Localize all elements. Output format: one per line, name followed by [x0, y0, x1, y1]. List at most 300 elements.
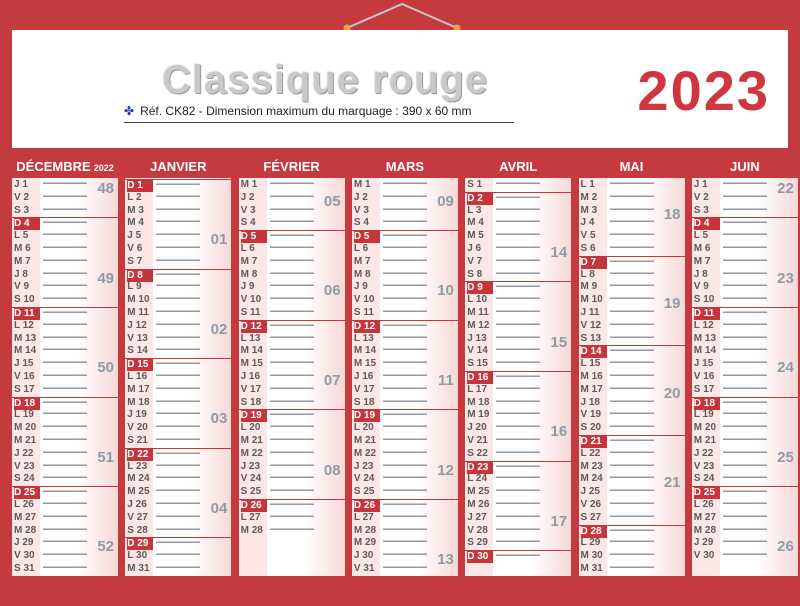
saint-name-line — [496, 387, 540, 389]
day-label: V 3 — [353, 204, 369, 216]
saint-name-line — [610, 284, 654, 286]
day-row — [692, 256, 798, 268]
day-label: V 26 — [580, 499, 602, 510]
saint-name-line — [496, 438, 540, 440]
week-number: 17 — [550, 512, 568, 530]
week-number: 26 — [777, 538, 794, 556]
saint-name-line — [723, 297, 767, 299]
day-row — [465, 269, 571, 281]
day-row — [125, 473, 231, 485]
saint-name-line — [723, 323, 767, 325]
saint-name-line — [270, 284, 314, 286]
day-label: L 10 — [467, 294, 488, 306]
day-label: V 31 — [353, 563, 375, 574]
day-label: V 2 — [693, 191, 709, 203]
day-row — [125, 269, 231, 282]
day-label: M 21 — [353, 435, 377, 446]
saint-name-line — [496, 476, 540, 478]
saint-name-line — [383, 400, 427, 402]
day-label: D 8 — [127, 270, 153, 282]
day-row — [12, 397, 118, 410]
day-row — [12, 345, 118, 357]
day-label: L 1 — [580, 179, 595, 190]
day-label: M 28 — [693, 524, 717, 536]
saint-name-line — [723, 528, 767, 530]
day-label: V 9 — [693, 281, 709, 293]
day-row — [692, 435, 798, 447]
day-label: J 1 — [693, 179, 708, 190]
day-label: D 16 — [467, 372, 493, 384]
day-label: L 23 — [127, 460, 148, 472]
week-number: 19 — [663, 295, 681, 313]
day-label: J 26 — [127, 499, 147, 510]
month-label: JUIN — [729, 159, 760, 174]
saint-name-line — [43, 221, 87, 223]
saint-name-line — [723, 438, 767, 440]
day-label: D 30 — [467, 551, 493, 563]
day-label: D 4 — [694, 218, 720, 230]
saint-name-line — [383, 195, 427, 197]
day-row — [692, 422, 798, 434]
day-label: M 14 — [240, 345, 263, 357]
saint-name-line — [496, 400, 540, 402]
month-days-panel — [12, 178, 118, 576]
day-label: J 19 — [127, 409, 147, 421]
day-label: M 6 — [14, 243, 31, 254]
day-label: V 6 — [127, 243, 143, 254]
day-row — [692, 205, 798, 217]
saint-name-line — [43, 553, 87, 555]
day-label: V 23 — [693, 460, 715, 472]
month-name — [352, 158, 458, 176]
day-label: V 16 — [693, 371, 715, 382]
day-label: V 5 — [580, 230, 596, 242]
saint-name-line — [270, 259, 314, 261]
week-number: 22 — [777, 180, 794, 197]
saint-name-line — [43, 208, 87, 210]
saint-name-line — [610, 439, 654, 441]
day-label: M 17 — [127, 383, 150, 395]
saint-name-line — [610, 361, 654, 363]
saint-name-line — [156, 400, 200, 402]
day-label: L 20 — [240, 422, 261, 434]
day-row — [579, 333, 685, 345]
day-label: V 24 — [353, 473, 375, 485]
day-label: M 22 — [353, 447, 377, 459]
day-row — [579, 256, 685, 269]
day-row — [352, 397, 458, 409]
saint-name-line — [723, 259, 767, 261]
day-label: D 19 — [354, 410, 380, 422]
day-row — [125, 448, 231, 461]
saint-name-line — [723, 515, 767, 517]
day-row — [12, 512, 118, 524]
saint-name-line — [723, 195, 767, 197]
saint-name-line — [383, 425, 427, 427]
day-label: M 15 — [353, 358, 377, 370]
saint-name-line — [383, 246, 427, 248]
day-label: S 29 — [467, 537, 488, 549]
saint-name-line — [496, 208, 540, 210]
saint-name-line — [43, 425, 87, 427]
saint-name-line — [723, 464, 767, 466]
saint-name-line — [156, 336, 200, 338]
day-label: L 27 — [240, 511, 261, 523]
saint-name-line — [270, 451, 314, 453]
calendar-year: 2023 — [637, 59, 770, 122]
clover-icon: ✤ — [124, 104, 135, 118]
day-label: M 24 — [580, 473, 603, 485]
day-row — [125, 371, 231, 383]
day-label: V 7 — [467, 255, 483, 267]
saint-name-line — [723, 553, 767, 555]
day-label: M 24 — [127, 473, 150, 485]
day-row — [239, 422, 345, 434]
day-row — [692, 307, 798, 320]
saint-name-line — [723, 361, 767, 363]
saint-name-line — [610, 540, 654, 542]
day-label: V 21 — [467, 435, 488, 446]
day-row — [125, 281, 231, 293]
saint-name-line — [383, 566, 427, 568]
saint-name-line — [383, 476, 427, 478]
day-label: D 28 — [581, 526, 607, 538]
saint-name-line — [383, 182, 427, 184]
day-row — [125, 525, 231, 537]
day-label: D 25 — [14, 487, 40, 499]
day-label: S 24 — [693, 473, 715, 485]
day-label: D 15 — [127, 359, 153, 371]
saint-name-line — [156, 566, 200, 568]
saint-name-line — [383, 489, 427, 491]
day-label: M 6 — [693, 243, 711, 254]
saint-name-line — [43, 401, 87, 403]
saint-name-line — [610, 246, 654, 248]
week-number: 10 — [437, 282, 454, 300]
saint-name-line — [156, 284, 200, 286]
week-number: 12 — [437, 461, 454, 479]
day-label: L 22 — [580, 447, 601, 459]
day-row — [352, 333, 458, 345]
day-label: L 16 — [127, 371, 148, 382]
day-label: V 17 — [240, 383, 262, 395]
marking-rule — [124, 122, 514, 123]
day-label: D 7 — [581, 257, 607, 269]
day-label: M 25 — [127, 486, 150, 498]
day-row — [239, 499, 345, 512]
day-row — [352, 243, 458, 255]
saint-name-line — [383, 528, 427, 530]
day-label: D 14 — [581, 346, 607, 358]
day-label: L 26 — [693, 499, 714, 510]
saint-name-line — [610, 425, 654, 427]
saint-name-line — [43, 502, 87, 504]
week-number: 49 — [97, 269, 114, 287]
saint-name-line — [610, 489, 654, 491]
day-label: S 14 — [127, 345, 148, 357]
day-row — [125, 358, 231, 371]
day-label: S 8 — [467, 268, 483, 280]
saint-name-line — [610, 233, 654, 235]
month-name — [579, 158, 685, 176]
day-label: M 20 — [14, 422, 37, 434]
day-row — [352, 525, 458, 537]
saint-name-line — [270, 400, 314, 402]
day-label: D 29 — [127, 538, 153, 550]
day-row — [692, 384, 798, 396]
saint-name-line — [610, 182, 654, 184]
day-row — [579, 179, 685, 191]
saint-name-line — [43, 490, 87, 492]
saint-name-line — [496, 323, 540, 325]
saint-name-line — [156, 233, 200, 235]
day-label: D 22 — [127, 449, 153, 461]
saint-name-line — [610, 502, 654, 504]
day-row — [239, 307, 345, 319]
week-number: 50 — [97, 359, 114, 377]
saint-name-line — [43, 348, 87, 350]
saint-name-line — [496, 336, 540, 338]
day-label: M 7 — [14, 255, 31, 267]
day-label: L 13 — [353, 332, 374, 344]
saint-name-line — [383, 515, 427, 517]
day-row — [692, 512, 798, 524]
saint-name-line — [496, 285, 540, 287]
saint-name-line — [383, 324, 427, 326]
saint-name-line — [496, 196, 540, 198]
saint-name-line — [610, 400, 654, 402]
day-row — [239, 448, 345, 460]
day-label: V 14 — [467, 345, 488, 357]
day-row — [579, 563, 685, 575]
saint-name-line — [43, 233, 87, 235]
day-label: S 1 — [467, 179, 483, 190]
day-label: L 2 — [127, 191, 142, 203]
day-row — [352, 320, 458, 333]
month-label: MAI — [619, 159, 644, 174]
day-label: J 16 — [353, 371, 374, 382]
saint-name-line — [270, 387, 314, 389]
week-number: 01 — [210, 231, 228, 249]
saint-name-line — [156, 464, 200, 466]
saint-name-line — [156, 259, 200, 261]
day-label: S 21 — [127, 435, 148, 446]
day-label: M 18 — [467, 396, 490, 408]
day-row — [352, 409, 458, 422]
saint-name-line — [270, 476, 314, 478]
day-row — [465, 448, 571, 460]
week-number: 16 — [550, 423, 568, 441]
saint-name-line — [270, 515, 314, 517]
day-label: V 2 — [14, 191, 30, 203]
saint-name-line — [43, 336, 87, 338]
day-row — [352, 486, 458, 498]
saint-name-line — [156, 297, 200, 299]
day-row — [12, 563, 118, 575]
week-number: 15 — [550, 333, 568, 351]
saint-name-line — [270, 489, 314, 491]
saint-name-line — [43, 540, 87, 542]
day-label: J 16 — [240, 371, 261, 382]
day-label: V 28 — [467, 524, 488, 536]
saint-name-line — [270, 361, 314, 363]
day-label: D 5 — [354, 231, 380, 243]
day-row — [692, 525, 798, 537]
day-label: M 22 — [240, 447, 263, 459]
saint-name-line — [43, 464, 87, 466]
saint-name-line — [383, 348, 427, 350]
saint-name-line — [723, 272, 767, 274]
saint-name-line — [156, 553, 200, 555]
day-label: M 4 — [467, 217, 484, 229]
day-label: L 20 — [353, 422, 374, 434]
day-row — [465, 179, 571, 191]
saint-name-line — [723, 476, 767, 478]
saint-name-line — [43, 311, 87, 313]
saint-name-line — [156, 412, 200, 414]
saint-name-line — [270, 464, 314, 466]
day-label: V 10 — [353, 294, 375, 306]
saint-name-line — [496, 554, 540, 556]
day-label: S 4 — [240, 217, 256, 229]
week-number: 06 — [323, 282, 341, 300]
day-row — [579, 345, 685, 358]
month-name — [239, 158, 345, 176]
day-row — [579, 281, 685, 293]
day-row — [12, 320, 118, 332]
day-label: L 30 — [127, 550, 148, 562]
day-row — [352, 448, 458, 460]
day-row — [692, 294, 798, 306]
week-number: 13 — [437, 551, 454, 569]
saint-name-line — [270, 272, 314, 274]
day-label: D 18 — [14, 398, 40, 410]
day-label: J 23 — [240, 460, 261, 472]
day-label: M 8 — [353, 268, 371, 280]
day-row — [352, 537, 458, 549]
saint-name-line — [383, 259, 427, 261]
day-label: L 6 — [240, 243, 255, 254]
day-row — [692, 320, 798, 332]
day-label: V 3 — [240, 204, 256, 216]
saint-name-line — [270, 336, 314, 338]
saint-name-line — [496, 348, 540, 350]
day-row — [352, 345, 458, 357]
day-row — [12, 384, 118, 396]
day-row — [465, 307, 571, 319]
saint-name-line — [270, 503, 314, 505]
day-label: S 13 — [580, 332, 602, 344]
day-row — [12, 499, 118, 511]
day-row — [465, 499, 571, 511]
day-row — [579, 422, 685, 434]
day-label: M 31 — [127, 563, 150, 574]
week-number: 21 — [663, 474, 681, 492]
day-label: S 17 — [693, 383, 715, 395]
day-label: D 21 — [581, 436, 607, 448]
day-label: S 10 — [14, 294, 35, 306]
day-label: S 25 — [240, 486, 262, 498]
day-row — [125, 435, 231, 447]
day-label: S 22 — [467, 447, 488, 459]
week-number: 48 — [97, 180, 114, 197]
day-row — [125, 397, 231, 409]
saint-name-line — [610, 260, 654, 262]
day-label: V 12 — [580, 319, 602, 331]
day-label: S 17 — [14, 383, 35, 395]
day-row — [692, 217, 798, 230]
day-row — [239, 179, 345, 191]
day-row — [579, 243, 685, 255]
saint-name-line — [43, 246, 87, 248]
day-label: M 16 — [580, 371, 603, 382]
day-label: M 13 — [14, 332, 37, 344]
saint-name-line — [43, 361, 87, 363]
saint-name-line — [383, 208, 427, 210]
day-row — [352, 422, 458, 434]
day-label: L 29 — [580, 537, 601, 549]
day-label: M 7 — [353, 255, 371, 267]
saint-name-line — [496, 412, 540, 414]
day-label: M 25 — [467, 486, 490, 498]
day-row — [12, 307, 118, 320]
saint-name-line — [610, 374, 654, 376]
month-days-panel — [125, 178, 231, 576]
saint-name-line — [610, 195, 654, 197]
saint-name-line — [723, 425, 767, 427]
day-label: V 10 — [240, 294, 262, 306]
day-row — [12, 230, 118, 242]
saint-name-line — [270, 425, 314, 427]
saint-name-line — [156, 374, 200, 376]
day-row — [352, 358, 458, 370]
saint-name-line — [610, 208, 654, 210]
day-row — [465, 281, 571, 294]
reference-text: Réf. CK82 - Dimension maximum du marquage : 390 x 60 mm — [140, 104, 472, 118]
day-row — [352, 179, 458, 191]
day-label: J 12 — [127, 319, 147, 331]
saint-name-line — [43, 451, 87, 453]
day-label: S 18 — [353, 396, 375, 408]
day-row — [579, 358, 685, 370]
day-row — [352, 512, 458, 524]
day-label: L 3 — [467, 204, 482, 216]
saint-name-line — [43, 195, 87, 197]
week-number: 18 — [663, 205, 681, 223]
day-row — [12, 205, 118, 217]
day-row — [579, 435, 685, 448]
day-label: S 11 — [240, 307, 261, 318]
reference-line — [124, 104, 472, 118]
saint-name-line — [496, 310, 540, 312]
month-days-panel — [352, 178, 458, 576]
day-row — [239, 217, 345, 229]
month-column — [352, 158, 458, 588]
saint-name-line — [723, 233, 767, 235]
day-label: L 15 — [580, 358, 601, 370]
day-row — [579, 499, 685, 511]
day-row — [239, 230, 345, 243]
saint-name-line — [43, 528, 87, 530]
day-row — [579, 269, 685, 281]
day-row — [239, 320, 345, 333]
saint-name-line — [43, 259, 87, 261]
saint-name-line — [496, 375, 540, 377]
day-label: J 2 — [353, 191, 368, 203]
saint-name-line — [496, 425, 540, 427]
day-row — [579, 525, 685, 538]
day-row — [692, 345, 798, 357]
